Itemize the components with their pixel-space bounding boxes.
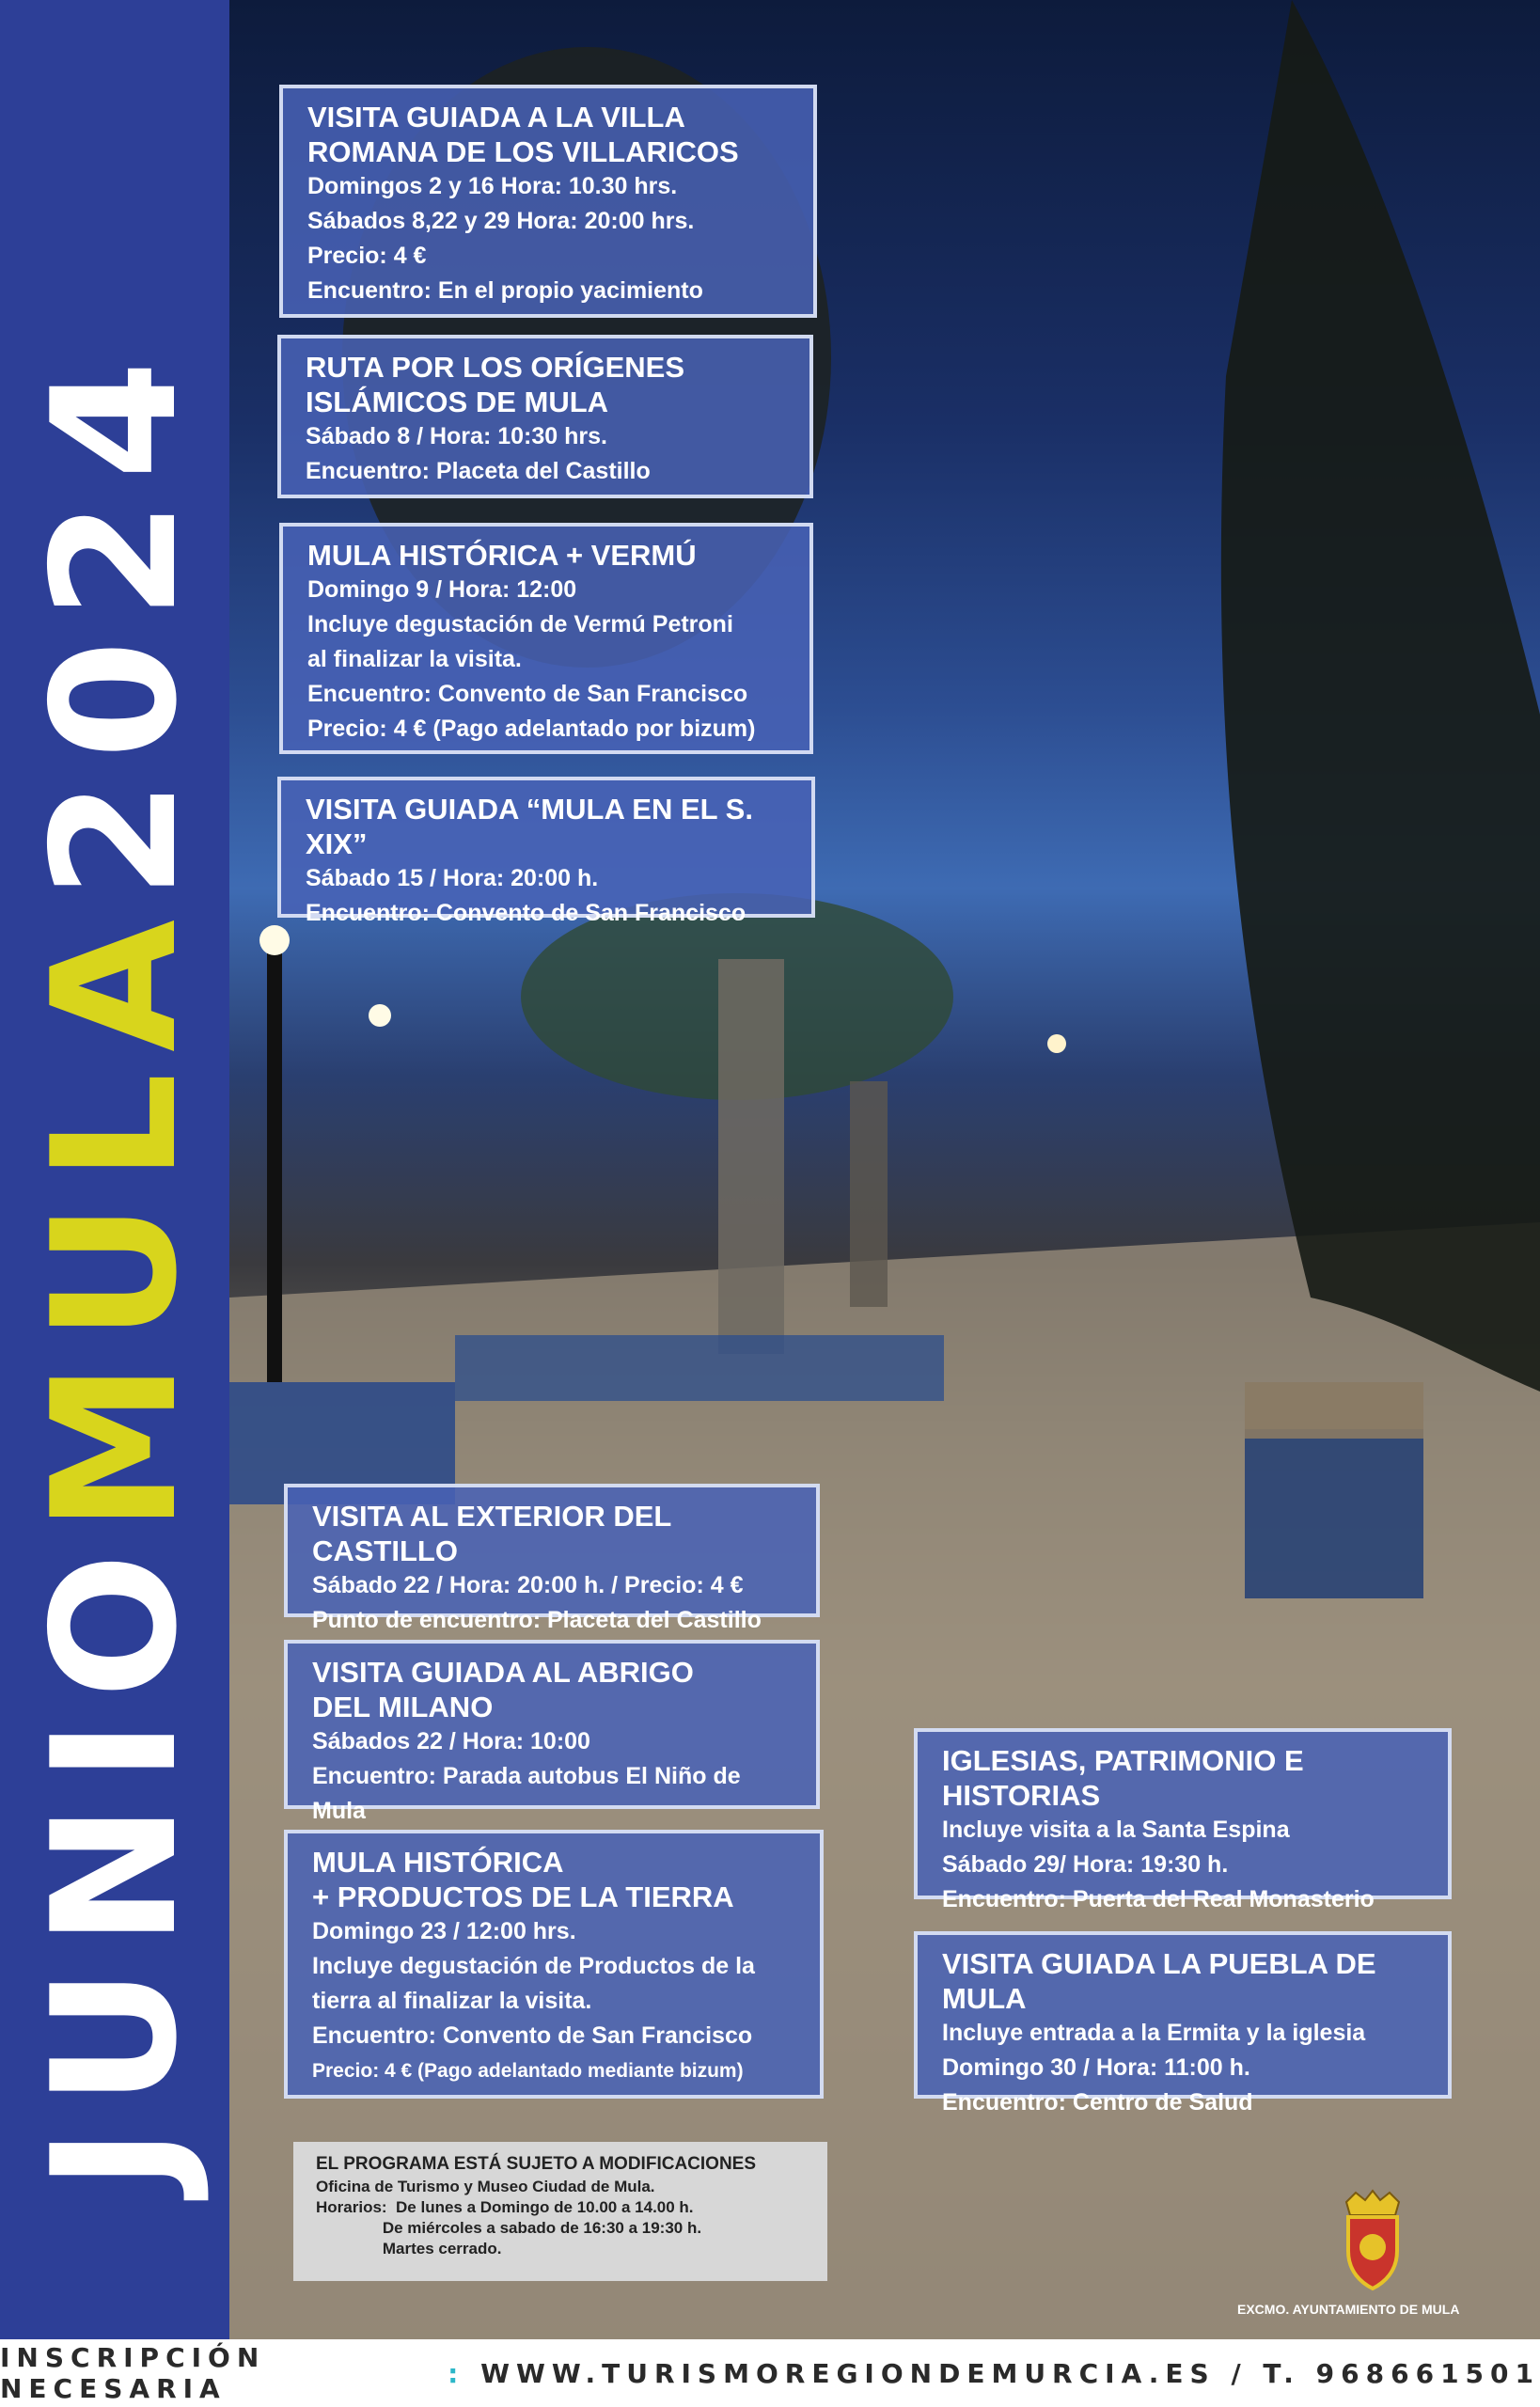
- event-title: DEL MILANO: [312, 1691, 494, 1723]
- poster-title: [0, 0, 229, 2257]
- footer-contact: WWW.TURISMOREGIONDEMURCIA.ES / T. 968661501: [464, 2357, 1540, 2389]
- event-card-iglesias-patrimonio: [914, 1728, 1452, 1912]
- sidebar: [0, 0, 229, 2339]
- event-line: Sábado 8 / Hora: 10:30 hrs.: [306, 423, 607, 449]
- event-card-siglo-xix: [277, 777, 815, 926]
- event-line: Incluye degustación de Productos de la: [312, 1953, 755, 1979]
- event-title: RUTA POR LOS ORÍGENES: [306, 351, 685, 384]
- event-title: VISITA GUIADA LA PUEBLA DE MULA: [942, 1947, 1376, 2015]
- event-title: VISITA GUIADA “MULA EN EL S. XIX”: [306, 793, 753, 860]
- event-line: Precio: 4 €: [307, 243, 427, 269]
- event-line: Sábados 8,22 y 29 Hora: 20:00 hrs.: [307, 208, 695, 234]
- event-line: Domingos 2 y 16 Hora: 10.30 hrs.: [307, 173, 678, 199]
- event-line: Encuentro: Parada autobus El Niño de Mula: [312, 1763, 741, 1824]
- event-title: MULA HISTÓRICA: [312, 1846, 564, 1879]
- event-line: Precio: 4 € (Pago adelantado por bizum): [307, 716, 756, 742]
- event-card-puebla-de-mula: [914, 1931, 1452, 2116]
- event-line: Encuentro: Convento de San Francisco: [306, 900, 746, 926]
- event-line: Sábado 22 / Hora: 20:00 h. / Precio: 4 €: [312, 1572, 744, 1598]
- event-line: Incluye entrada a la Ermita y la iglesia: [942, 2020, 1366, 2046]
- event-card-historica-vermu: [279, 523, 813, 754]
- footer-registration-label: INSCRIPCIÓN NECESARIA: [0, 2342, 266, 2404]
- notice-box: [293, 2142, 827, 2281]
- event-title: VISITA GUIADA AL ABRIGO: [312, 1656, 694, 1689]
- event-line: tierra al finalizar la visita.: [312, 1988, 592, 2014]
- event-line: Encuentro: Convento de San Francisco: [312, 2022, 753, 2049]
- event-line: Encuentro: Centro de Salud: [942, 2089, 1253, 2116]
- coat-of-arms-icon: [1335, 2189, 1410, 2292]
- footer-registration: [0, 2339, 1540, 2407]
- event-title: VISITA GUIADA A LA VILLA: [307, 101, 685, 134]
- notice-line: Horarios: De lunes a Domingo de 10.00 a 14.00 h.: [316, 2198, 694, 2216]
- event-line: al finalizar la visita.: [307, 646, 522, 672]
- event-card-origenes-islamicos: [277, 335, 813, 498]
- notice-line: Oficina de Turismo y Museo Ciudad de Mula.: [316, 2178, 655, 2195]
- event-card-exterior-castillo: [284, 1484, 820, 1633]
- notice-line: Martes cerrado.: [316, 2240, 502, 2258]
- event-line: Punto de encuentro: Placeta del Castillo: [312, 1607, 762, 1633]
- event-line: Encuentro: En el propio yacimiento: [307, 277, 703, 304]
- event-line: Incluye visita a la Santa Espina: [942, 1817, 1290, 1843]
- event-line: Incluye degustación de Vermú Petroni: [307, 611, 733, 637]
- title-2024: 2024: [15, 339, 214, 899]
- event-line: Sábados 22 / Hora: 10:00: [312, 1728, 590, 1754]
- event-line: Sábado 29/ Hora: 19:30 h.: [942, 1851, 1229, 1878]
- event-line: Domingo 30 / Hora: 11:00 h.: [942, 2054, 1250, 2081]
- event-title: ISLÁMICOS DE MULA: [306, 385, 609, 418]
- event-line: Encuentro: Convento de San Francisco: [307, 681, 748, 707]
- event-title: ROMANA DE LOS VILLARICOS: [307, 135, 739, 168]
- notice-heading: EL PROGRAMA ESTÁ SUJETO A MODIFICACIONES: [316, 2154, 757, 2174]
- event-card-productos-tierra: [284, 1830, 824, 2099]
- event-title: VISITA AL EXTERIOR DEL CASTILLO: [312, 1500, 671, 1567]
- event-card-abrigo-milano: [284, 1640, 820, 1824]
- footer-colon: :: [448, 2357, 465, 2389]
- event-card-villaricos: [279, 85, 817, 318]
- event-title: IGLESIAS, PATRIMONIO E HISTORIAS: [942, 1744, 1304, 1812]
- event-line: Sábado 15 / Hora: 20:00 h.: [306, 865, 599, 891]
- council-label: EXCMO. AYUNTAMIENTO DE MULA: [1237, 2302, 1460, 2317]
- event-title: MULA HISTÓRICA + VERMÚ: [307, 539, 697, 572]
- event-line: Domingo 23 / 12:00 hrs.: [312, 1918, 576, 1944]
- title-mula: MULA: [15, 899, 214, 1533]
- title-junio: JUNIO: [15, 1532, 214, 2191]
- event-title: + PRODUCTOS DE LA TIERRA: [312, 1880, 734, 1913]
- event-line: Precio: 4 € (Pago adelantado mediante bizum): [312, 2060, 744, 2082]
- notice-line: De miércoles a sabado de 16:30 a 19:30 h.: [316, 2219, 702, 2237]
- event-line: Encuentro: Puerta del Real Monasterio: [942, 1886, 1375, 1912]
- event-line: Domingo 9 / Hora: 12:00: [307, 576, 577, 603]
- event-line: Encuentro: Placeta del Castillo: [306, 458, 651, 484]
